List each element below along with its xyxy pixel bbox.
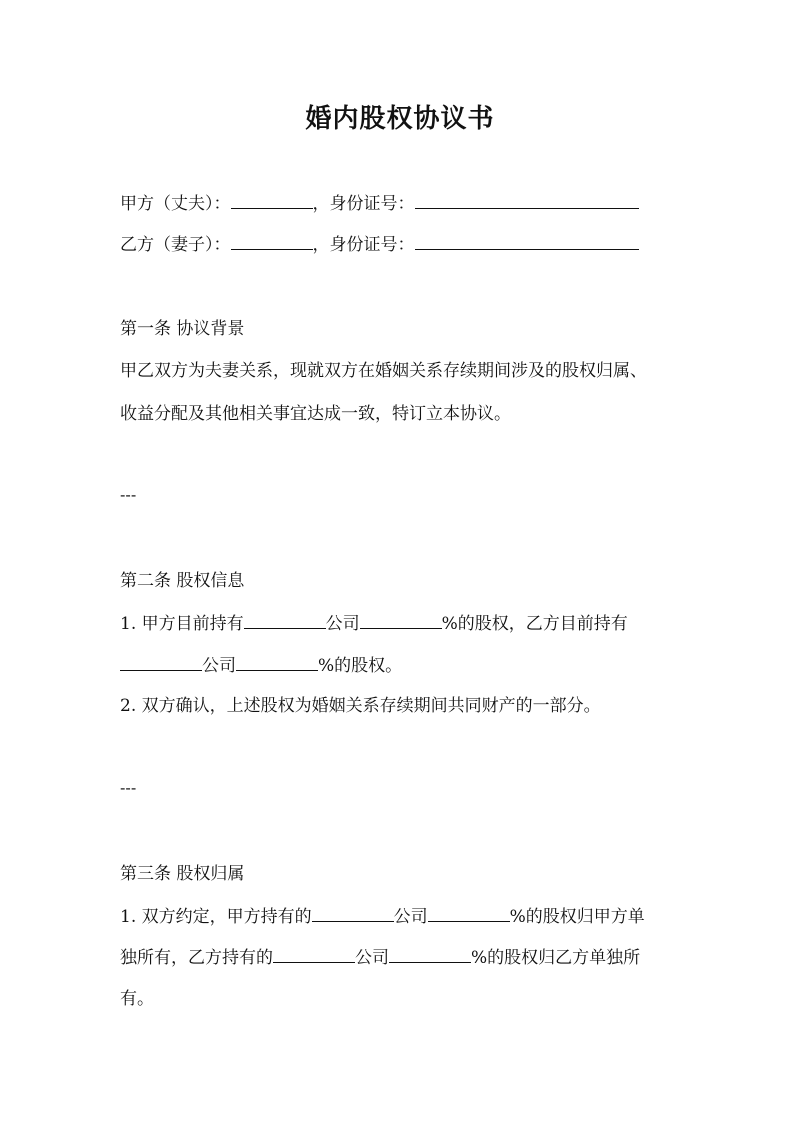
- party-a-id-blank: [415, 190, 639, 209]
- article2-item1-line1: [120, 610, 628, 637]
- party-b-line: [120, 231, 639, 258]
- party-a-company-blank: [244, 610, 326, 629]
- article2-item2: 2. 双方确认，上述股权为婚姻关系存续期间共同财产的一部分。: [120, 696, 601, 716]
- article3-item1-line1: [120, 903, 645, 930]
- article3-item1-line2: [120, 944, 640, 971]
- company-word: 公司: [325, 614, 360, 634]
- party-b-company-blank: [120, 652, 202, 671]
- article1-line1: 甲乙双方为夫妻关系，现就双方在婚姻关系存续期间涉及的股权归属、: [120, 361, 647, 381]
- party-b-label: 乙方（妻子）：: [120, 235, 231, 255]
- party-b-id-blank: [415, 231, 639, 250]
- company-word: 公司: [355, 948, 389, 968]
- article3-item1-prefix: 1. 双方约定，甲方持有的: [120, 907, 312, 927]
- article1-line2: 收益分配及其他相关事宜达成一致，特订立本协议。: [120, 404, 511, 424]
- party-a-percent-blank: [360, 610, 442, 629]
- party-a-id-label: ，身份证号：: [312, 194, 415, 214]
- separator-1: ---: [120, 486, 137, 504]
- company-word: 公司: [393, 907, 428, 927]
- article3-item1-line2-prefix: 独所有，乙方持有的: [120, 948, 273, 968]
- party-a-held-percent-blank: [428, 903, 510, 922]
- article2-item1-mid: %的股权，乙方目前持有: [441, 614, 628, 634]
- article2-heading: 第二条 股权信息: [120, 571, 245, 591]
- separator-2: ---: [120, 779, 137, 797]
- party-a-line: [120, 190, 639, 217]
- article3-item1-line3: 有。: [120, 989, 154, 1009]
- party-a-held-company-blank: [312, 903, 394, 922]
- article3-item1-line2-end: %的股权归乙方单独所: [471, 948, 641, 968]
- article2-item1-end: %的股权。: [318, 656, 403, 676]
- article3-item1-mid: %的股权归甲方单: [509, 907, 645, 927]
- document-title: 婚内股权协议书: [305, 104, 495, 134]
- article2-item1-line2: [120, 652, 402, 679]
- party-b-id-label: ，身份证号：: [312, 235, 415, 255]
- article3-heading: 第三条 股权归属: [120, 864, 245, 884]
- party-b-percent-blank: [236, 652, 318, 671]
- party-a-label: 甲方（丈夫）：: [120, 194, 231, 214]
- article1-heading: 第一条 协议背景: [120, 319, 245, 339]
- article2-item1-prefix: 1. 甲方目前持有: [120, 614, 244, 634]
- party-b-name-blank: [231, 231, 313, 250]
- party-a-name-blank: [231, 190, 313, 209]
- party-b-held-percent-blank: [389, 944, 471, 963]
- company-word: 公司: [202, 656, 236, 676]
- party-b-held-company-blank: [273, 944, 355, 963]
